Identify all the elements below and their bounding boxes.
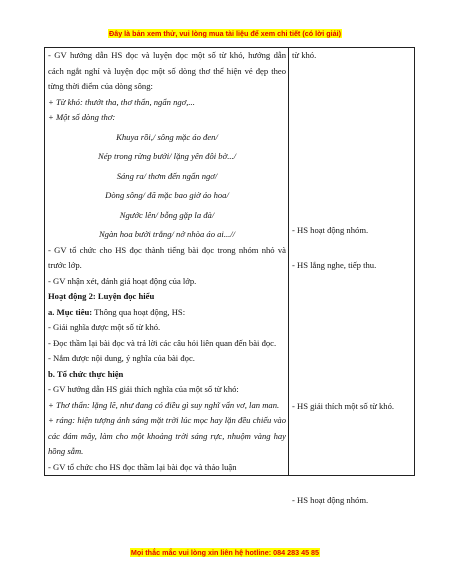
teacher-feedback-line: - GV nhận xét, đánh giá hoạt động của lớp. [48, 275, 197, 286]
objective-line [48, 305, 286, 321]
hotline-notice-banner [0, 548, 450, 558]
objective-label: a. Mục tiêu: [48, 306, 93, 317]
vocabulary-instruction: - GV hướng dẫn HS giải thích nghĩa của một số từ khó: [48, 384, 239, 394]
activity-2-heading: Hoạt động 2: Luyện đọc hiểu [48, 291, 155, 301]
poem-line: Nép trong rừng bưởi/ lặng yên đôi bờ.../ [97, 151, 237, 161]
student-explain-line: - HS giải thích một số từ khó. [292, 401, 395, 411]
objective-item: - Giải nghĩa được một số từ khó. [48, 322, 161, 332]
organization-heading: b. Tổ chức thực hiện [48, 368, 124, 379]
poem-line: Khuya rồi,/ sông mặc áo đen/ [116, 131, 218, 142]
objective-item: - Đọc thầm lại bài đọc và trả lời các câu hỏi liên quan đến bài đọc. [48, 337, 277, 348]
student-group-work-2: - HS hoạt động nhóm. [292, 495, 369, 505]
teacher-activity-cell [45, 48, 289, 476]
poem-lines-title: + Một số dòng thơ: [48, 112, 116, 122]
lesson-plan-table [44, 47, 415, 505]
table-row [45, 48, 415, 476]
poem-line: Dòng sông/ đã mặc bao giờ áo hoa/ [105, 190, 229, 200]
student-line-words: từ khó. [292, 50, 317, 60]
hotline-notice-text: Mọi thắc mắc vui lòng xin liên hệ hotline: 084 283 45 85 [130, 548, 320, 557]
objective-item: - Nắm được nội dung, ý nghĩa của bài đọc. [48, 353, 195, 363]
group-reading-instruction: - GV tổ chức cho HS đọc thành tiếng bài đọc trong nhóm nhỏ và trước lớp. [48, 244, 286, 270]
definition-rang: + ráng: hiện tượng ánh sáng mặt trời lúc mọc hay lặn đều chiếu vào các đám mây, làm cho một khoảng trời sáng rực, nhuộm vàng hay hồng sẫm. [48, 415, 286, 456]
poem-line: Ngàn hoa bưởi trắng/ nở nhòa áo ai...// [98, 229, 236, 239]
student-group-work-1: - HS hoạt động nhóm. [292, 225, 369, 235]
objective-text: Thông qua hoạt động, HS: [92, 306, 186, 317]
poem-line: Ngước lên/ bỗng gặp la đà/ [119, 209, 215, 220]
silent-reading-instruction: - GV tổ chức cho HS đọc thầm lại bài đọc và thảo luận [48, 461, 237, 472]
intro-paragraph: - GV hướng dẫn HS đọc và luyện đọc một số từ khó, hướng dẫn cách ngắt nghỉ và luyện đọc một số dòng thơ thể hiện vẻ đẹp theo từng thời điểm của dòng sông: [48, 50, 286, 91]
preview-notice-banner [0, 29, 450, 39]
student-listen-line: - HS lắng nghe, tiếp thu. [292, 260, 377, 270]
poem-line: Sáng ra/ thơm đến ngẩn ngơ/ [116, 170, 218, 181]
difficult-words-line: + Từ khó: thướt tha, thơ thẩn, ngẩn ngơ,... [48, 96, 195, 107]
student-activity-cell [289, 48, 415, 505]
definition-tho-than: + Thơ thẩn: lặng lẽ, như đang có điều gì suy nghĩ vẩn vơ, lan man. [48, 399, 280, 410]
preview-notice-text: Đây là bản xem thử, vui lòng mua tài liệu để xem chi tiết (có lời giải) [109, 29, 341, 38]
